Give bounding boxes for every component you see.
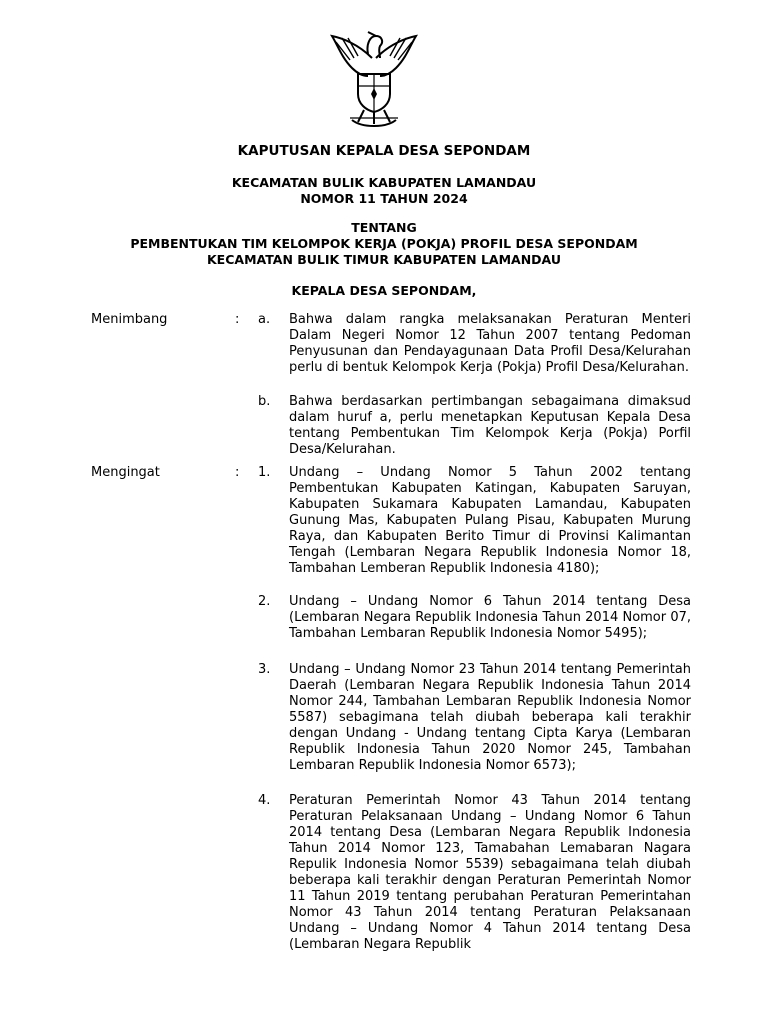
garuda-emblem-icon bbox=[328, 24, 420, 132]
menimbang-label: Menimbang bbox=[91, 312, 168, 327]
menimbang-item-a: Bahwa dalam rangka melaksanakan Peraturan Menteri Dalam Negeri Nomor 12 Tahun 2007 tentang Pedoman Penyusunan dan Pendayagunaan Data Profil Desa/Kelurahan perlu di bentuk Kelompok Kerja (Pokja) Profil Desa/Kelurahan. bbox=[289, 312, 691, 375]
menimbang-item-b: Bahwa berdasarkan pertimbangan sebagaimana dimaksud dalam huruf a, perlu menetapkan Keputusan Kepala Desa tentang Pembentukan Tim Kelompok Kerja (Pokja) Porfil Desa/Kelurahan. bbox=[289, 394, 691, 457]
about-line1: PEMBENTUKAN TIM KELOMPOK KERJA (POKJA) PROFIL DESA SEPONDAM bbox=[130, 236, 638, 251]
menimbang-colon: : bbox=[235, 312, 240, 327]
item-marker: 2. bbox=[258, 594, 271, 609]
mengingat-item-3: Undang – Undang Nomor 23 Tahun 2014 tentang Pemerintah Daerah (Lembaran Negara Republik Indonesia Tahun 2014 Nomor 244, Tambahan Lembaran Republik Indonesia Nomor 5587) sebagimana telah diubah beberapa kali terakhir dengan Undang - Undang tentang Cipta Karya (Lembaran Republik Indonesia Tahun 2020 Nomor 245, Tambahan Lembaran Republik Indonesia Nomor 6573); bbox=[289, 662, 691, 773]
official-title: KEPALA DESA SEPONDAM, bbox=[291, 283, 477, 298]
decree-title: KAPUTUSAN KEPALA DESA SEPONDAM bbox=[237, 143, 531, 159]
item-marker: 4. bbox=[258, 793, 271, 808]
mengingat-item-1: Undang – Undang Nomor 5 Tahun 2002 tentang Pembentukan Kabupaten Katingan, Kabupaten Saruyan, Kabupaten Sukamara Kabupaten Lamandau, Kabupaten Gunung Mas, Kabupaten Pulang Pisau, Kabupaten Murung Raya, dan Kabupaten Berito Timur di Provinsi Kalimantan Tengah (Lembaran Negara Republik Indonesia Nomor 18, Tambahan Lemberan Republik Indonesia 4180); bbox=[289, 465, 691, 576]
sub-header-line2: NOMOR 11 TAHUN 2024 bbox=[300, 191, 468, 206]
item-marker: b. bbox=[258, 394, 271, 409]
about-line2: KECAMATAN BULIK TIMUR KABUPATEN LAMANDAU bbox=[207, 252, 561, 267]
item-marker: a. bbox=[258, 312, 271, 327]
item-marker: 1. bbox=[258, 465, 271, 480]
item-marker: 3. bbox=[258, 662, 271, 677]
sub-header-line1: KECAMATAN BULIK KABUPATEN LAMANDAU bbox=[231, 175, 537, 190]
mengingat-label: Mengingat bbox=[91, 465, 160, 480]
about-label: TENTANG bbox=[351, 220, 417, 235]
mengingat-item-2: Undang – Undang Nomor 6 Tahun 2014 tentang Desa (Lembaran Negara Republik Indonesia Tahun 2014 Nomor 07, Tambahan Lembaran Republik Indonesia Nomor 5495); bbox=[289, 594, 691, 641]
mengingat-colon: : bbox=[235, 465, 240, 480]
mengingat-item-4: Peraturan Pemerintah Nomor 43 Tahun 2014 tentang Peraturan Pelaksanaan Undang – Undang Nomor 6 Tahun 2014 tentang Desa (Lembaran Negara Republik Indonesia Tahun 2014 Nomor 123, Tamabahan Lemabaran Nagara Repulik Indonesia Nomor 5539) sebagaimana telah diubah beberapa kali terakhir dengan Peraturan Pemerintah Nomor 11 Tahun 2019 tentang perubahan Peraturan Pemerintahan Nomor 43 Tahun 2014 tentang Peraturan Pelaksanaan Undang – Undang Nomor 4 Tahun 2014 tentang Desa (Lembaran Negara Republik bbox=[289, 793, 691, 952]
